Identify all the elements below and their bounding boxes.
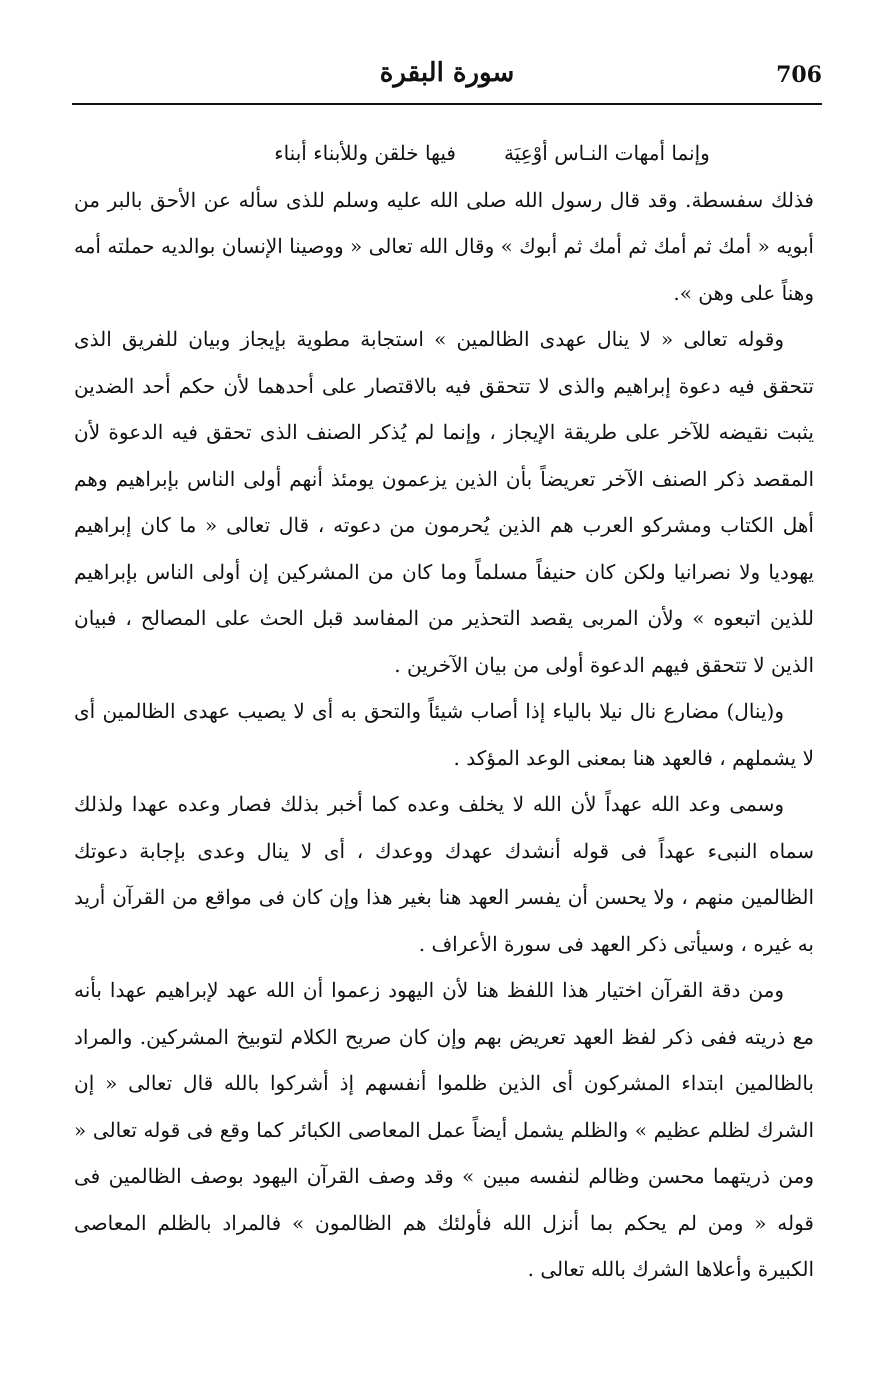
- paragraph: و(ينال) مضارع نال نيلا بالياء إذا أصاب شيئاً والتحق به أى لا يصيب عهدى الظالمين أى لا يشملهم ، فالعهد هنا بمعنى الوعد المؤكد .: [74, 699, 814, 770]
- paragraph: فذلك سفسطة. وقد قال رسول الله صلى الله عليه وسلم للذى سأله عن الأحق بالبر من أبويه « أمك ثم أمك ثم أمك ثم أبوك » وقال الله تعالى « ووصينا الإنسان بوالديه حملته أمه وهناً على وهن ».: [74, 187, 814, 305]
- page-header: [72, 58, 822, 102]
- paragraph: وسمى وعد الله عهداً لأن الله لا يخلف وعده كما أخبر بذلك فصار وعده عهدا ولذلك سماه النبىء عهداً فى قوله أنشدك عهدك ووعدك ، أى لا ينال وعدى بإجابة دعوتك الظالمين منهم ، ولا يحسن أن يفسر العهد هنا بغير هذا وإن كان فى مواقع من القرآن أريد به غيره ، وسيأتى ذكر العهد فى سورة الأعراف .: [74, 792, 814, 956]
- paragraph: ومن دقة القرآن اختيار هذا اللفظ هنا لأن اليهود زعموا أن الله عهد لإبراهيم عهدا بأنه مع ذريته ففى ذكر لفظ العهد تعريض بهم وإن كان صريح الكلام لتوبيخ المشركين. والمراد بالظالمين ابتداء المشركون أى الذين ظلموا أنفسهم إذ أشركوا بالله قال تعالى « إن الشرك لظلم عظيم » والظلم يشمل أيضاً عمل المعاصى الكبائر كما وقع فى قوله تعالى « ومن ذريتهما محسن وظالم لنفسه مبين » وقد وصف القرآن اليهود بوصف الظالمين فى قوله « ومن لم يحكم بما أنزل الله فأولئك هم الظالمون » فالمراد بالظلم المعاصى الكبيرة وأعلاها الشرك بالله تعالى .: [74, 978, 814, 1281]
- surah-title: سورة البقرة: [379, 58, 515, 88]
- verse-second-hemistich: فيها خلقن وللأبناء أبناء: [274, 141, 456, 165]
- page-number: 706: [776, 62, 822, 88]
- main-text: [74, 130, 814, 1293]
- paragraph: وقوله تعالى « لا ينال عهدى الظالمين » استجابة مطوية بإيجاز وبيان للفريق الذى تتحقق فيه دعوة إبراهيم والذى لا تتحقق فيه بالاقتصار على أحدهما لأن حكم أحد الضدين يثبت نقيضه للآخر على طريقة الإيجاز ، وإنما لم يُذكر الصنف الذى تحقق فيه الدعوة لأن المقصد ذكر الصنف الآخر تعريضاً بأن الذين يزعمون يومئذ أنهم أولى الناس بإبراهيم وهم أهل الكتاب ومشركو العرب هم الذين يُحرمون من دعوته ، قال تعالى « ما كان إبراهيم يهوديا ولا نصرانيا ولكن كان حنيفاً مسلماً وما كان من المشركين إن أولى الناس بإبراهيم للذين اتبعوه » ولأن المربى يقصد التحذير من المفاسد قبل الحث على المصالح ، فبيان الذين لا تتحقق فيهم الدعوة أولى من بيان الآخرين .: [74, 327, 814, 677]
- header-divider: [72, 103, 822, 105]
- verse-first-hemistich: وإنما أمهات النـاس أوْعِيَة: [503, 141, 710, 165]
- poetry-verse: [74, 130, 814, 177]
